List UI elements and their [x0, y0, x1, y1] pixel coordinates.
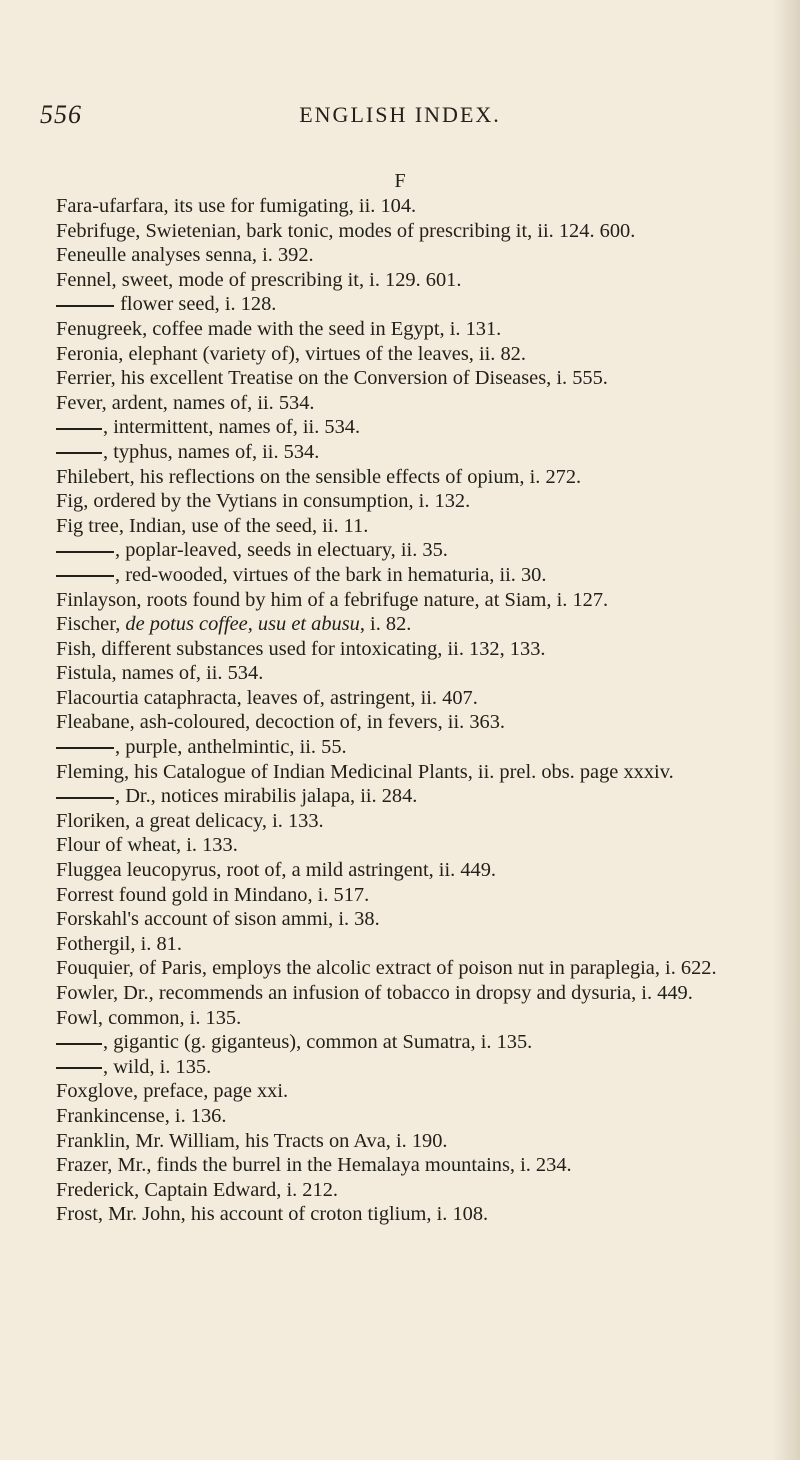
ditto-dash — [56, 1067, 102, 1069]
ditto-dash — [56, 1043, 102, 1045]
running-head: ENGLISH INDEX. — [299, 102, 501, 127]
index-entry: Ferrier, his excellent Treatise on the Conversion of Diseases, i. 555. — [56, 367, 608, 390]
index-entry: Forrest found gold in Mindano, i. 517. — [56, 883, 370, 906]
index-entry: Forskahl's account of sison ammi, i. 38. — [56, 908, 380, 931]
index-entry: Flour of wheat, i. 133. — [56, 834, 238, 857]
index-entry: Fhilebert, his reflections on the sensible effects of opium, i. 272. — [56, 465, 582, 488]
page-header — [0, 100, 800, 140]
ditto-dash — [56, 797, 114, 799]
index-entry: Feronia, elephant (variety of), virtues of the leaves, ii. 82. — [56, 342, 526, 365]
index-entry: Frost, Mr. John, his account of croton tiglium, i. 108. — [56, 1203, 489, 1226]
index-entry: Fennel, sweet, mode of prescribing it, i. 129. 601. — [56, 268, 462, 291]
ditto-dash — [56, 428, 102, 430]
ditto-dash — [56, 747, 114, 749]
index-subentry: , Dr., notices mirabilis jalapa, ii. 284. — [56, 784, 768, 809]
index-entry: Fleabane, ash-coloured, decoction of, in fevers, ii. 363. — [56, 711, 506, 734]
section-letter: F — [394, 170, 406, 192]
index-subentry: , poplar-leaved, seeds in electuary, ii. 35. — [56, 538, 768, 563]
index-subentry: , intermittent, names of, ii. 534. — [56, 415, 768, 440]
index-entry: Fistula, names of, ii. 534. — [56, 662, 264, 685]
index-entry: Febrifuge, Swietenian, bark tonic, modes of prescribing it, ii. 124. 600. — [56, 219, 636, 242]
index-entry: Fluggea leucopyrus, root of, a mild astringent, ii. 449. — [56, 859, 497, 882]
index-entry: Fever, ardent, names of, ii. 534. — [56, 391, 315, 414]
index-subentry: , typhus, names of, ii. 534. — [56, 440, 768, 465]
index-entry: Flacourtia cataphracta, leaves of, astringent, ii. 407. — [56, 686, 478, 709]
index-entry: Fischer, de potus coffee, usu et abusu, i. 82. — [56, 613, 412, 636]
index-entry: Fleming, his Catalogue of Indian Medicinal Plants, ii. prel. obs. page xxxiv. — [56, 760, 674, 783]
index-entry: Frankincense, i. 136. — [56, 1104, 227, 1127]
index-subentry: , gigantic (g. giganteus), common at Sumatra, i. 135. — [56, 1030, 768, 1055]
index-entry: Feneulle analyses senna, i. 392. — [56, 244, 314, 267]
index-entry: Frazer, Mr., finds the burrel in the Hemalaya mountains, i. 234. — [56, 1154, 572, 1177]
index-subentry: flower seed, i. 128. — [56, 292, 768, 317]
ditto-dash — [56, 575, 114, 577]
index-entry: Fish, different substances used for intoxicating, ii. 132, 133. — [56, 637, 546, 660]
index-entry: Frederick, Captain Edward, i. 212. — [56, 1178, 338, 1201]
index-entry: Fara-ufarfara, its use for fumigating, ii. 104. — [56, 195, 417, 217]
index-entry: Fothergil, i. 81. — [56, 932, 182, 955]
index-entry: Floriken, a great delicacy, i. 133. — [56, 809, 324, 832]
index-subentry: , wild, i. 135. — [56, 1055, 768, 1080]
index-subentry: , red-wooded, virtues of the bark in hematuria, ii. 30. — [56, 563, 768, 588]
index-entry: Fowl, common, i. 135. — [56, 1006, 242, 1029]
index-entry: Fig, ordered by the Vytians in consumption, i. 132. — [56, 490, 471, 513]
index-entry: Franklin, Mr. William, his Tracts on Ava, i. 190. — [56, 1129, 448, 1152]
ditto-dash — [56, 305, 114, 307]
index-entry: Fenugreek, coffee made with the seed in Egypt, i. 131. — [56, 317, 502, 340]
index-entry: Fouquier, of Paris, employs the alcolic extract of poison nut in paraplegia, i. 622. — [56, 957, 717, 980]
ditto-dash — [56, 452, 102, 454]
index-entry: Finlayson, roots found by him of a febrifuge nature, at Siam, i. 127. — [56, 588, 609, 611]
page-number: 556 — [40, 100, 82, 129]
ditto-dash — [56, 551, 114, 553]
page-edge-shadow — [772, 0, 800, 1460]
index-entry: Foxglove, preface, page xxi. — [56, 1080, 289, 1103]
index-entry: Fig tree, Indian, use of the seed, ii. 11. — [56, 514, 369, 537]
index-entries — [56, 194, 768, 1227]
index-entry: Fowler, Dr., recommends an infusion of tobacco in dropsy and dysuria, i. 449. — [56, 982, 693, 1004]
index-subentry: , purple, anthelmintic, ii. 55. — [56, 735, 768, 760]
